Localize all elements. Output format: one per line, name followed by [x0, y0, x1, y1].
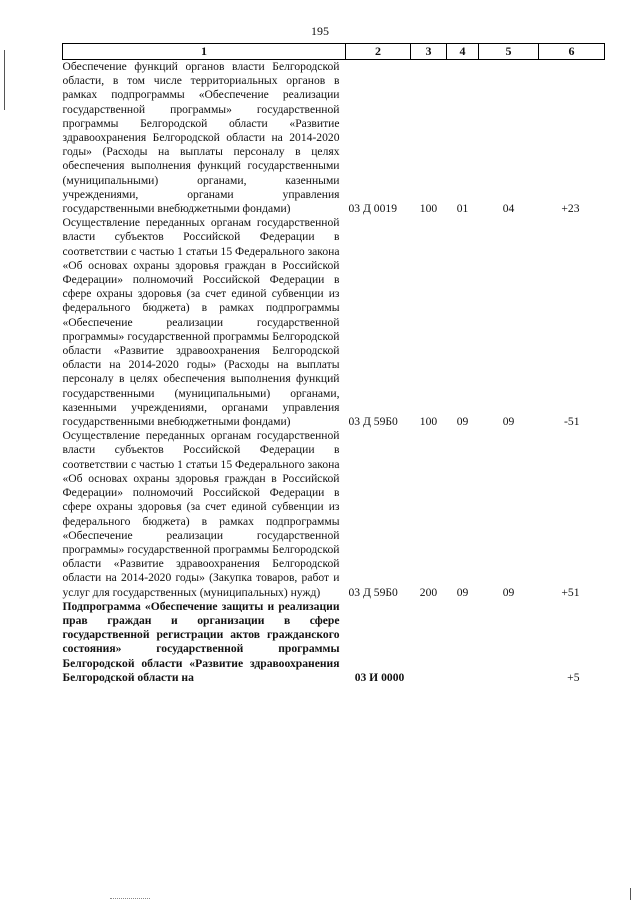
row-description: Осуществление переданных органам государственной власти субъектов Российской Федерации в соответствии с частью 1 статьи 15 Федерального закона «Об основах охраны здоровья граждан в Российской Федерации» полномочий Российской Федерации в сфере охраны здоровья (за счет единой субвенции из федерального бюджета) в рамках подпрограммы «Обеспечение реализации государственной программы» государственной программы Белгородской области «Развитие здравоохранения Белгородской области на 2014-2020 годы» (Расходы на выплаты персоналу в целях обеспечения выполнения функций государственными (муниципальными) органами, казенными учреждениями, органами управления государственными внебюджетными фондами) [62, 216, 340, 429]
row-subsection: 09 [502, 415, 515, 429]
row-target-code: 03 Д 0019 [348, 202, 397, 216]
table-row [63, 60, 605, 217]
row-amount: +5 [567, 670, 580, 684]
col-header-6: 6 [539, 44, 605, 60]
col-header-4: 4 [447, 44, 479, 60]
row-expense-type: 100 [419, 202, 438, 216]
row-amount: -51 [564, 415, 580, 429]
col-header-1: 1 [63, 44, 346, 60]
row-amount: +23 [561, 202, 580, 216]
page-number: 195 [311, 24, 329, 38]
row-description: Обеспечение функций органов власти Белгородской области, в том числе территориальных органов в рамках подпрограммы «Обеспечение реализации государственной программы» государственной программы Белгородской области «Развитие здравоохранения Белгородской области на 2014-2020 годы» (Расходы на выплаты персоналу в целях обеспечения выполнения функций государственными (муниципальными) органами, казенными учреждениями, органами управления государственными внебюджетными фондами) [62, 60, 340, 216]
row-target-code: 03 Д 59Б0 [348, 415, 398, 429]
row-subsection [479, 600, 539, 685]
row-amount: +51 [561, 585, 580, 599]
row-expense-type [411, 600, 447, 685]
col-header-3: 3 [411, 44, 447, 60]
row-section [447, 600, 479, 685]
table-row [63, 600, 605, 685]
row-expense-type: 200 [419, 585, 438, 599]
row-target-code: 03 Д 59Б0 [348, 585, 398, 599]
row-section: 09 [456, 585, 469, 599]
budget-table [62, 43, 605, 685]
col-header-5: 5 [479, 44, 539, 60]
row-target-code: 03 И 0000 [354, 670, 405, 684]
row-section: 09 [456, 415, 469, 429]
col-header-2: 2 [346, 44, 411, 60]
scan-artifact [110, 898, 150, 899]
table-row [63, 216, 605, 429]
row-subsection: 09 [502, 585, 515, 599]
row-section: 01 [456, 202, 469, 216]
edge-mark [630, 888, 631, 900]
table-row [63, 429, 605, 599]
row-description: Осуществление переданных органам государственной власти субъектов Российской Федерации в соответствии с частью 1 статьи 15 Федерального закона «Об основах охраны здоровья граждан в Российской Федерации» полномочий Российской Федерации в сфере охраны здоровья (за счет единой субвенции из федерального бюджета) в рамках подпрограммы «Обеспечение реализации государственной программы» государственной программы Белгородской области «Развитие здравоохранения Белгородской области на 2014-2020 годы» (Закупка товаров, работ и услуг для государственных (муниципальных) нужд) [62, 429, 340, 599]
row-description: Подпрограмма «Обеспечение защиты и реализации прав граждан и организации в сфере государственной регистрации актов гражданского состояния» государственной программы Белгородской области «Развитие здравоохранения Белгородской области на [62, 599, 340, 684]
row-subsection: 04 [502, 202, 515, 216]
header-row [63, 44, 605, 60]
row-expense-type: 100 [419, 415, 438, 429]
margin-rule [4, 50, 5, 110]
